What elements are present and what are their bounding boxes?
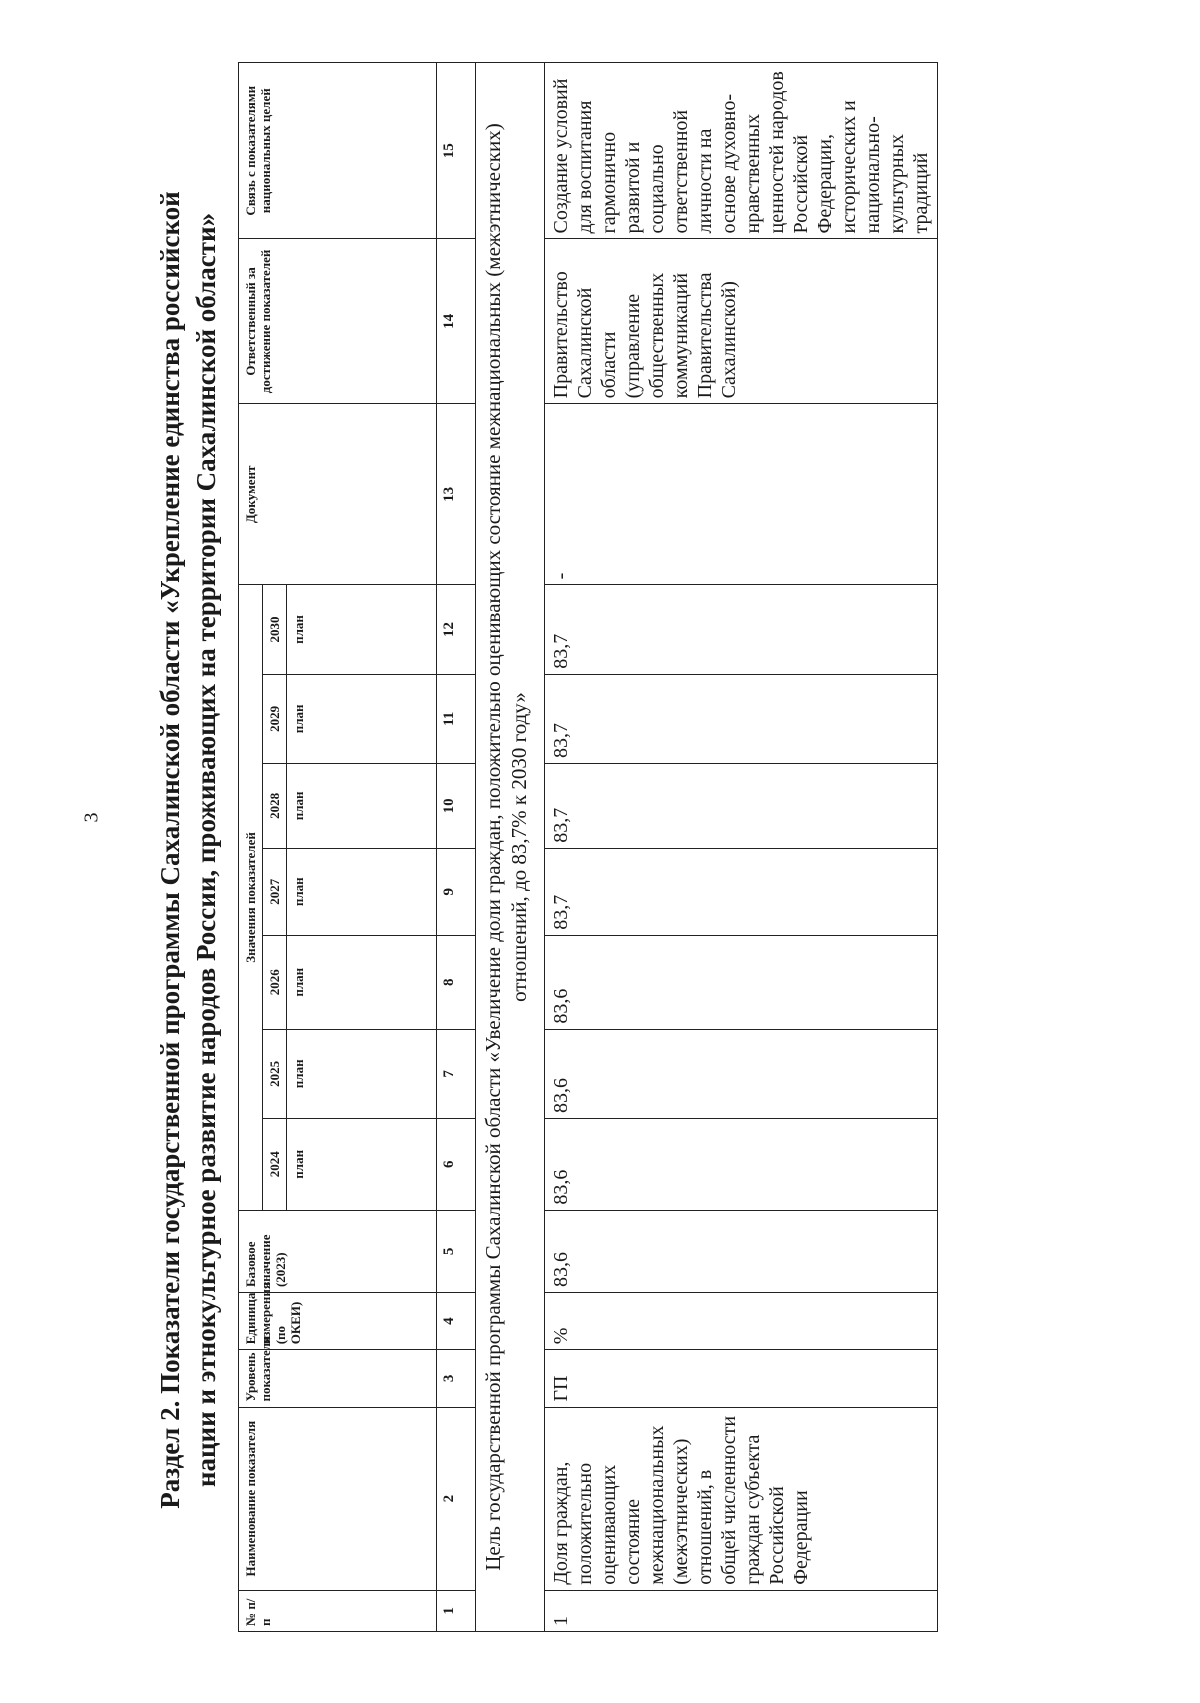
header-year: 2027 (263, 848, 287, 935)
header-document: Документ (239, 404, 437, 585)
row-value: 83,6 (545, 935, 938, 1029)
header-plan: план (287, 1118, 437, 1210)
row-value: 83,7 (545, 674, 938, 763)
row-base: 83,6 (545, 1210, 938, 1292)
header-plan: план (287, 935, 437, 1029)
header-base: Базовое значение (2023) (239, 1210, 437, 1292)
header-values-group: Значения показателей (239, 585, 263, 1210)
row-value: 83,6 (545, 1029, 938, 1118)
section-title (152, 30, 224, 1670)
page-number: 3 (80, 812, 103, 823)
indicators-table (238, 62, 938, 1632)
header-name: Наименование показателя (239, 1407, 437, 1590)
row-value: 83,7 (545, 764, 938, 849)
column-number: 13 (437, 404, 476, 585)
header-plan: план (287, 764, 437, 849)
title-line-1: Раздел 2. Показатели государственной программы Сахалинской области «Укрепление единства российской (155, 191, 185, 1509)
header-year: 2030 (263, 585, 287, 674)
table-row (545, 63, 938, 1632)
header-unit: Единица измерения (по ОКЕИ) (239, 1293, 437, 1350)
row-num: 1 (545, 1590, 938, 1631)
rotated-page-content (120, 30, 1120, 1670)
row-unit: % (545, 1293, 938, 1350)
row-name: Доля граждан, положительно оценивающих состояние межнациональных (межэтнических) отношений, в общей численности граждан субъекта Российской Федерации (545, 1407, 938, 1590)
column-number: 9 (437, 848, 476, 935)
header-responsible: Ответственный за достижение показателей (239, 239, 437, 404)
column-number: 12 (437, 585, 476, 674)
header-level: Уровень показателя (239, 1350, 437, 1407)
header-link: Связь с показателями национальных целей (239, 63, 437, 239)
header-year: 2025 (263, 1029, 287, 1118)
row-document: - (545, 404, 938, 585)
column-numbers-row (437, 63, 476, 1632)
row-link: Создание условий для воспитания гармонично развитой и социально ответственной личности на основе духовно-нравственных ценностей народов Российской Федерации, исторических и национально-культурных традиций (545, 63, 938, 239)
column-number: 7 (437, 1029, 476, 1118)
header-plan: план (287, 585, 437, 674)
goal-row (476, 63, 545, 1632)
column-number: 11 (437, 674, 476, 763)
column-number: 5 (437, 1210, 476, 1292)
column-number: 8 (437, 935, 476, 1029)
column-number: 6 (437, 1118, 476, 1210)
header-num: № п/п (239, 1590, 437, 1631)
header-year: 2029 (263, 674, 287, 763)
header-plan: план (287, 848, 437, 935)
header-year: 2028 (263, 764, 287, 849)
row-level: ГП (545, 1350, 938, 1407)
header-year: 2026 (263, 935, 287, 1029)
header-plan: план (287, 1029, 437, 1118)
row-value: 83,7 (545, 848, 938, 935)
title-line-2: нации и этнокультурное развитие народов России, проживающих на территории Сахалинской области» (191, 212, 221, 1488)
column-number: 14 (437, 239, 476, 404)
header-year: 2024 (263, 1118, 287, 1210)
header-plan: план (287, 674, 437, 763)
column-number: 10 (437, 764, 476, 849)
goal-text: Цель государственной программы Сахалинской области «Увеличение доли граждан, положительно оценивающих состояние межнациональных (межэтнических) отношений, до 83,7% к 2030 году» (476, 63, 545, 1632)
column-number: 15 (437, 63, 476, 239)
column-number: 1 (437, 1590, 476, 1631)
row-value: 83,7 (545, 585, 938, 674)
column-number: 3 (437, 1350, 476, 1407)
row-value: 83,6 (545, 1118, 938, 1210)
row-responsible: Правительство Сахалинской области (управление общественных коммуникаций Правительства Сахалинской) (545, 239, 938, 404)
column-number: 4 (437, 1293, 476, 1350)
column-number: 2 (437, 1407, 476, 1590)
